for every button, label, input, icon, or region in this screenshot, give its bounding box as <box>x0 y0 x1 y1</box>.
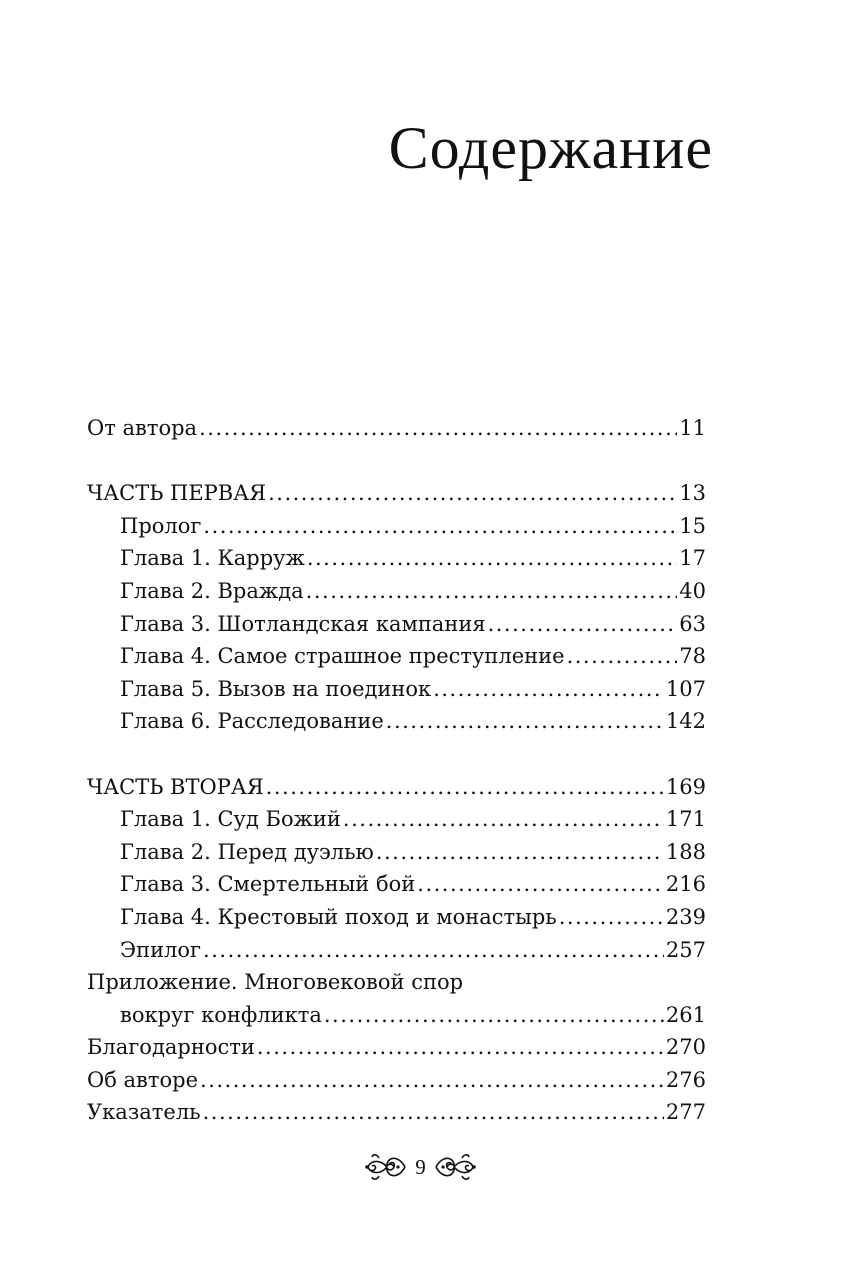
toc-entry-label: Глава 6. Расследование <box>120 709 384 734</box>
dot-leader <box>376 836 664 869</box>
toc-entry-p2-chapter-1[interactable] <box>87 803 706 836</box>
floral-ornament-right-icon <box>434 1152 476 1182</box>
page-title: Содержание <box>388 115 713 181</box>
toc-entry-label: Глава 3. Шотландская кампания <box>120 611 486 636</box>
toc-entry-p1-chapter-5[interactable] <box>87 673 706 706</box>
toc-entry-label: Об авторе <box>87 1067 199 1092</box>
toc-entry-label: Пролог <box>120 513 202 538</box>
toc-entry-label-line2: вокруг конфликта <box>120 1002 322 1027</box>
toc-entry-label: Глава 1. Карруж <box>120 546 305 571</box>
toc-entry-page: 142 <box>665 709 706 734</box>
toc-entry-page: 276 <box>665 1067 706 1092</box>
toc-entry-p2-chapter-4[interactable] <box>87 901 706 934</box>
dot-leader <box>203 934 664 967</box>
dot-leader <box>203 1096 664 1129</box>
toc-entry-page: 188 <box>665 839 706 864</box>
toc-entry-prologue[interactable] <box>87 510 706 543</box>
toc-entry-page: 40 <box>679 578 706 603</box>
toc-entry-p1-chapter-1[interactable] <box>87 542 706 575</box>
dot-leader <box>386 705 664 738</box>
toc-entry-page: 216 <box>665 872 706 897</box>
toc-entry-appendix-line2 <box>87 999 706 1032</box>
toc-entry-page: 261 <box>665 1002 706 1027</box>
toc-entry-part-one[interactable] <box>87 477 706 510</box>
dot-leader <box>417 868 664 901</box>
toc-entry-page: 11 <box>679 416 706 440</box>
toc-entry-p2-chapter-2[interactable] <box>87 836 706 869</box>
toc-entry-part-two[interactable] <box>87 771 706 804</box>
toc-entry-label: Глава 1. Суд Божий <box>120 807 341 832</box>
dot-leader <box>343 803 664 836</box>
toc-entry-label: Глава 5. Вызов на поединок <box>120 676 432 701</box>
toc-entry-page: 13 <box>679 481 706 506</box>
toc-entry-page: 63 <box>679 611 706 636</box>
toc-entry-epilogue[interactable] <box>87 934 706 967</box>
dot-leader <box>307 542 677 575</box>
toc-entry-label-line1: Приложение. Многовековой спор <box>87 970 464 995</box>
floral-ornament-left-icon <box>365 1152 407 1182</box>
toc-entry-p1-chapter-6[interactable] <box>87 705 706 738</box>
folio <box>0 1152 841 1182</box>
toc-entry-p2-chapter-3[interactable] <box>87 868 706 901</box>
toc-entry-page: 270 <box>665 1035 706 1060</box>
toc-entry-p1-chapter-4[interactable] <box>87 640 706 673</box>
toc-entry-label: Благодарности <box>87 1035 255 1060</box>
dot-leader <box>306 575 678 608</box>
toc-entry-acknowledgements[interactable] <box>87 1031 706 1064</box>
toc-entry-page: 17 <box>679 546 706 571</box>
toc-entry-page: 15 <box>679 513 706 538</box>
dot-leader <box>200 1064 664 1097</box>
table-of-contents <box>87 412 706 1129</box>
toc-entry-page: 257 <box>665 937 706 962</box>
toc-entry-page: 169 <box>665 774 706 799</box>
toc-entry-page: 171 <box>665 807 706 832</box>
toc-entry-p1-chapter-2[interactable] <box>87 575 706 608</box>
toc-entry-label: ЧАСТЬ ВТОРАЯ <box>87 774 264 799</box>
toc-entry-p1-chapter-3[interactable] <box>87 608 706 641</box>
dot-leader <box>567 640 678 673</box>
toc-entry-label: Глава 4. Крестовый поход и монастырь <box>120 904 557 929</box>
page-number: 9 <box>415 1154 426 1179</box>
toc-entry-label: Указатель <box>87 1100 201 1125</box>
toc-entry-label: Глава 4. Самое страшное преступление <box>120 644 565 669</box>
toc-entry-page: 107 <box>665 676 706 701</box>
toc-entry-index[interactable] <box>87 1096 706 1129</box>
toc-entry-appendix[interactable] <box>87 966 706 1031</box>
dot-leader <box>488 608 678 641</box>
toc-entry-label: Глава 3. Смертельный бой <box>120 872 416 897</box>
toc-entry-page: 78 <box>679 644 706 669</box>
dot-leader <box>559 901 664 934</box>
toc-entry-page: 239 <box>665 904 706 929</box>
dot-leader <box>257 1031 664 1064</box>
dot-leader <box>266 771 664 804</box>
toc-entry-label: ЧАСТЬ ПЕРВАЯ <box>87 481 267 506</box>
dot-leader <box>433 673 664 706</box>
toc-entry-about-author[interactable] <box>87 1064 706 1097</box>
toc-entry-page: 277 <box>665 1100 706 1125</box>
toc-entry-label: Глава 2. Вражда <box>120 578 304 603</box>
toc-entry-label: От автора <box>87 416 198 440</box>
dot-leader <box>203 510 677 543</box>
toc-entry-label: Эпилог <box>120 937 202 962</box>
dot-leader <box>199 412 677 445</box>
toc-entry-author-note[interactable] <box>87 412 706 445</box>
dot-leader <box>324 999 664 1032</box>
toc-entry-label: Глава 2. Перед дуэлью <box>120 839 374 864</box>
dot-leader <box>268 477 677 510</box>
